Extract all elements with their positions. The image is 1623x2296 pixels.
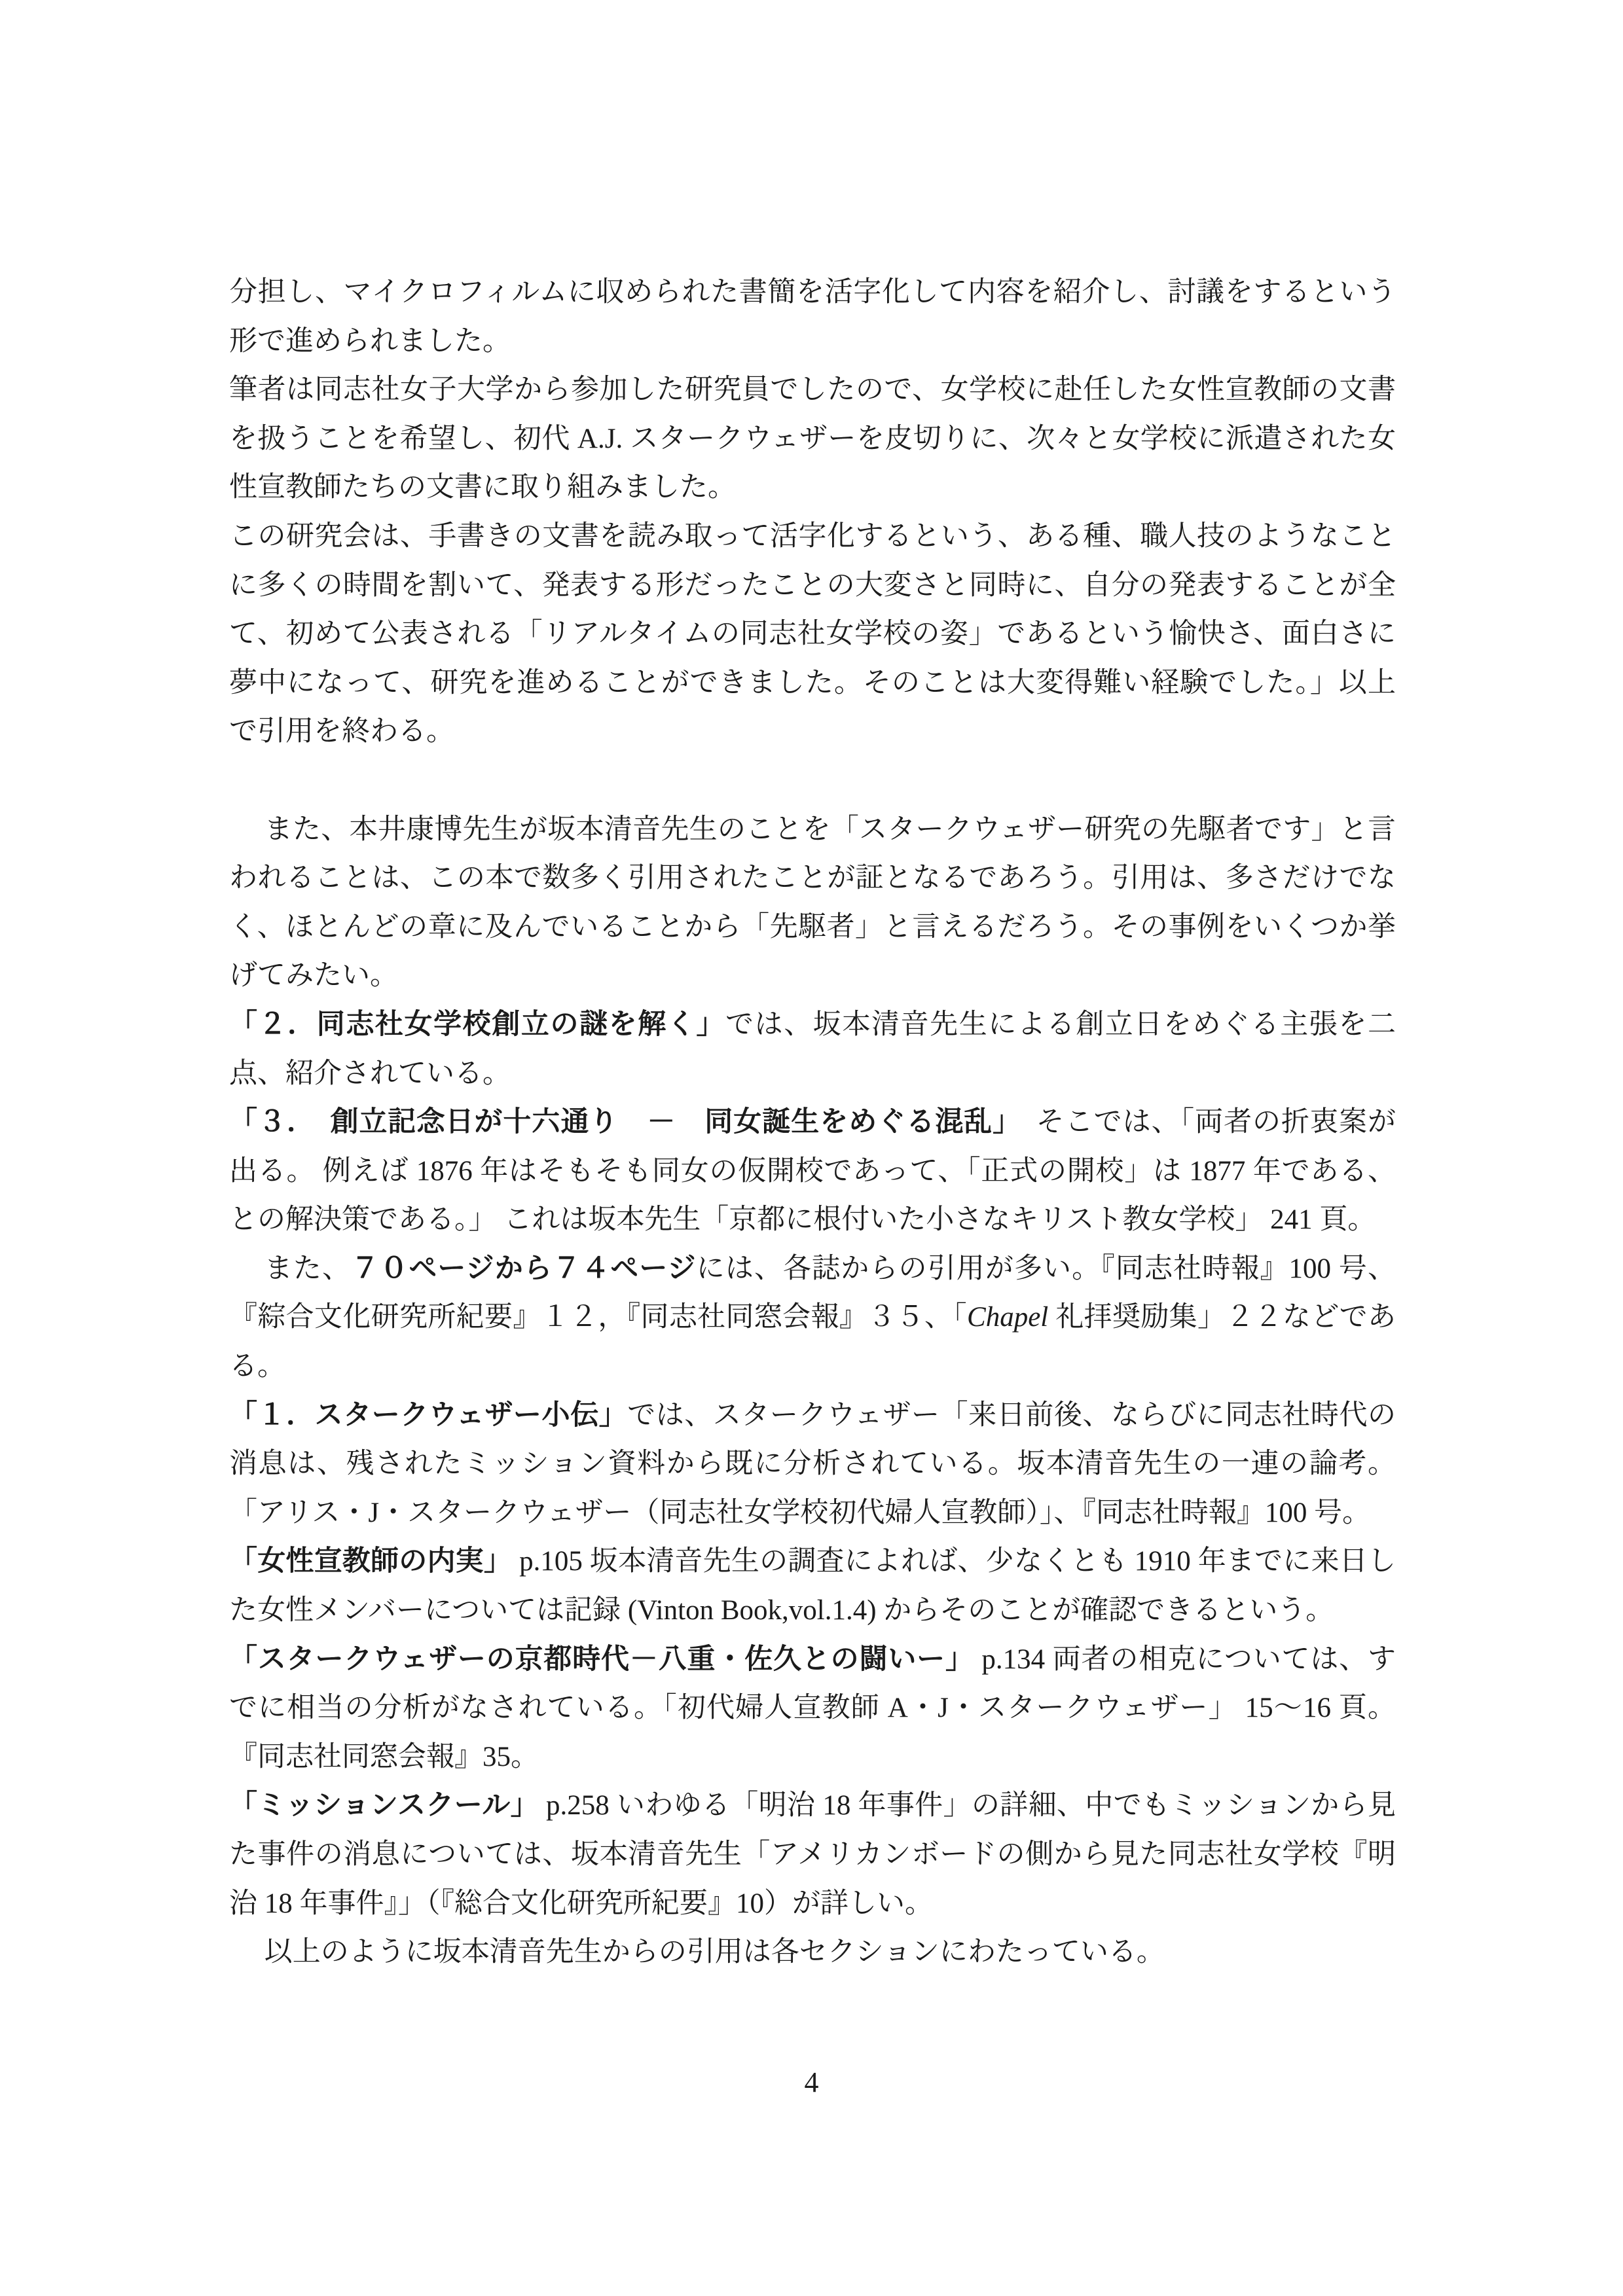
text-run: p.105 坂本清音先生の調査によれば、少なくとも 1910 年までに来日した女性メンバーについては記録 (Vinton Book,vol.1.4) からそのことが確認できるという。 bbox=[229, 1546, 1396, 1626]
text-run: には、各誌からの引用が多い。『同志社時報』100 号、『綜合文化研究所紀要』１２，『同志社同窓会報』３５、「 bbox=[229, 1253, 1396, 1333]
heading-run: 「スタークウェザーの京都時代－八重・佐久との闘いー」 bbox=[229, 1643, 974, 1675]
text-run: では、坂本清音先生による創立日をめぐる主張を二点、紹介されている。 bbox=[229, 1009, 1396, 1089]
heading-run: 「３． 創立記念日が十六通り － 同女誕生をめぐる混乱」 bbox=[229, 1107, 1008, 1138]
text-run: 分担し、マイクロフィルムに収められた書簡を活字化して内容を紹介し、討議をするという形で進められました。 bbox=[229, 277, 1396, 357]
heading-run: 「２．同志社女学校創立の謎を解く」 bbox=[229, 1009, 726, 1040]
paragraph bbox=[229, 1098, 1396, 1245]
text-run: また、本井康博先生が坂本清音先生のことを「スタークウェザー研究の先駆者です」と言われることは、この本で数多く引用されたことが証となるであろう。引用は、多さだけでなく、ほとんどの章に及んでいることから「先駆者」と言えるだろう。その事例をいくつか挙げてみたい。 bbox=[229, 814, 1396, 992]
text-run: 以上のように坂本清音先生からの引用は各セクションにわたっている。 bbox=[264, 1937, 1165, 1968]
heading-run: 「１．スタークウェザー小伝」 bbox=[229, 1399, 628, 1431]
text-run: p.134 両者の相克については、すでに相当の分析がなされている。「初代婦人宣教師 A・J・スタークウェザー」 15～16 頁。『同志社同窓会報』35。 bbox=[229, 1643, 1396, 1772]
paragraph bbox=[229, 1928, 1396, 1977]
text-run: この研究会は、手書きの文書を読み取って活字化するという、ある種、職人技のようなことに多くの時間を割いて、発表する形だったことの大変さと同時に、自分の発表することが全て、初めて公表される「リアルタイムの同志社女学校の姿」であるという愉快さ、面白さに夢中になって、研究を進めることができました。そのことは大変得難い経験でした。」以上で引用を終わる。 bbox=[229, 520, 1396, 747]
paragraph bbox=[229, 806, 1396, 1001]
text-run: では、スタークウェザー「来日前後、ならびに同志社時代の消息は、残されたミッション資料から既に分析されている。坂本清音先生の一連の論考。「アリス・J・スタークウェザー（同志社女学校初代婦人宣教師）」、『同志社時報』100 号。 bbox=[229, 1399, 1396, 1528]
paragraph bbox=[229, 512, 1396, 757]
text-run: 礼拝奨励集」２２などである。 bbox=[229, 1302, 1396, 1382]
text-run: また、 bbox=[264, 1253, 352, 1284]
text-run: p.258 いわゆる「明治 18 年事件」の詳細、中でもミッションから見た事件の消息については、坂本清音先生「アメリカンボードの側から見た同志社女学校『明治 18 年事件』」（『総合文化研究所紀要』10）が詳しい。 bbox=[229, 1790, 1396, 1919]
text-run: そこでは、「両者の折衷案が出る。 例えば 1876 年はそもそも同女の仮開校であって、「正式の開校」は 1877 年である、との解決策である。」 これは坂本先生「京都に根付いた小さなキリスト教女学校」 241 頁。 bbox=[229, 1107, 1396, 1236]
paragraph bbox=[229, 268, 1396, 366]
heading-run: 「女性宣教師の内実」 bbox=[229, 1546, 513, 1577]
paragraph bbox=[229, 1001, 1396, 1098]
heading-run: ７０ページから７４ページ bbox=[351, 1253, 697, 1284]
paragraph bbox=[229, 366, 1396, 512]
page-number: 4 bbox=[804, 2066, 819, 2098]
paragraph bbox=[229, 1245, 1396, 1391]
paragraph bbox=[229, 1537, 1396, 1635]
paragraph bbox=[229, 1391, 1396, 1538]
text-run: 筆者は同志社女子大学から参加した研究員でしたので、女学校に赴任した女性宣教師の文書を扱うことを希望し、初代 A.J. スタークウェザーを皮切りに、次々と女学校に派遣された女性宣教師たちの文書に取り組みました。 bbox=[229, 374, 1396, 503]
text-block bbox=[229, 268, 1396, 1977]
paragraph bbox=[229, 1636, 1396, 1782]
italic-run: Chapel bbox=[967, 1302, 1049, 1333]
paragraph bbox=[229, 1782, 1396, 1928]
heading-run: 「ミッションスクール」 bbox=[229, 1790, 539, 1821]
